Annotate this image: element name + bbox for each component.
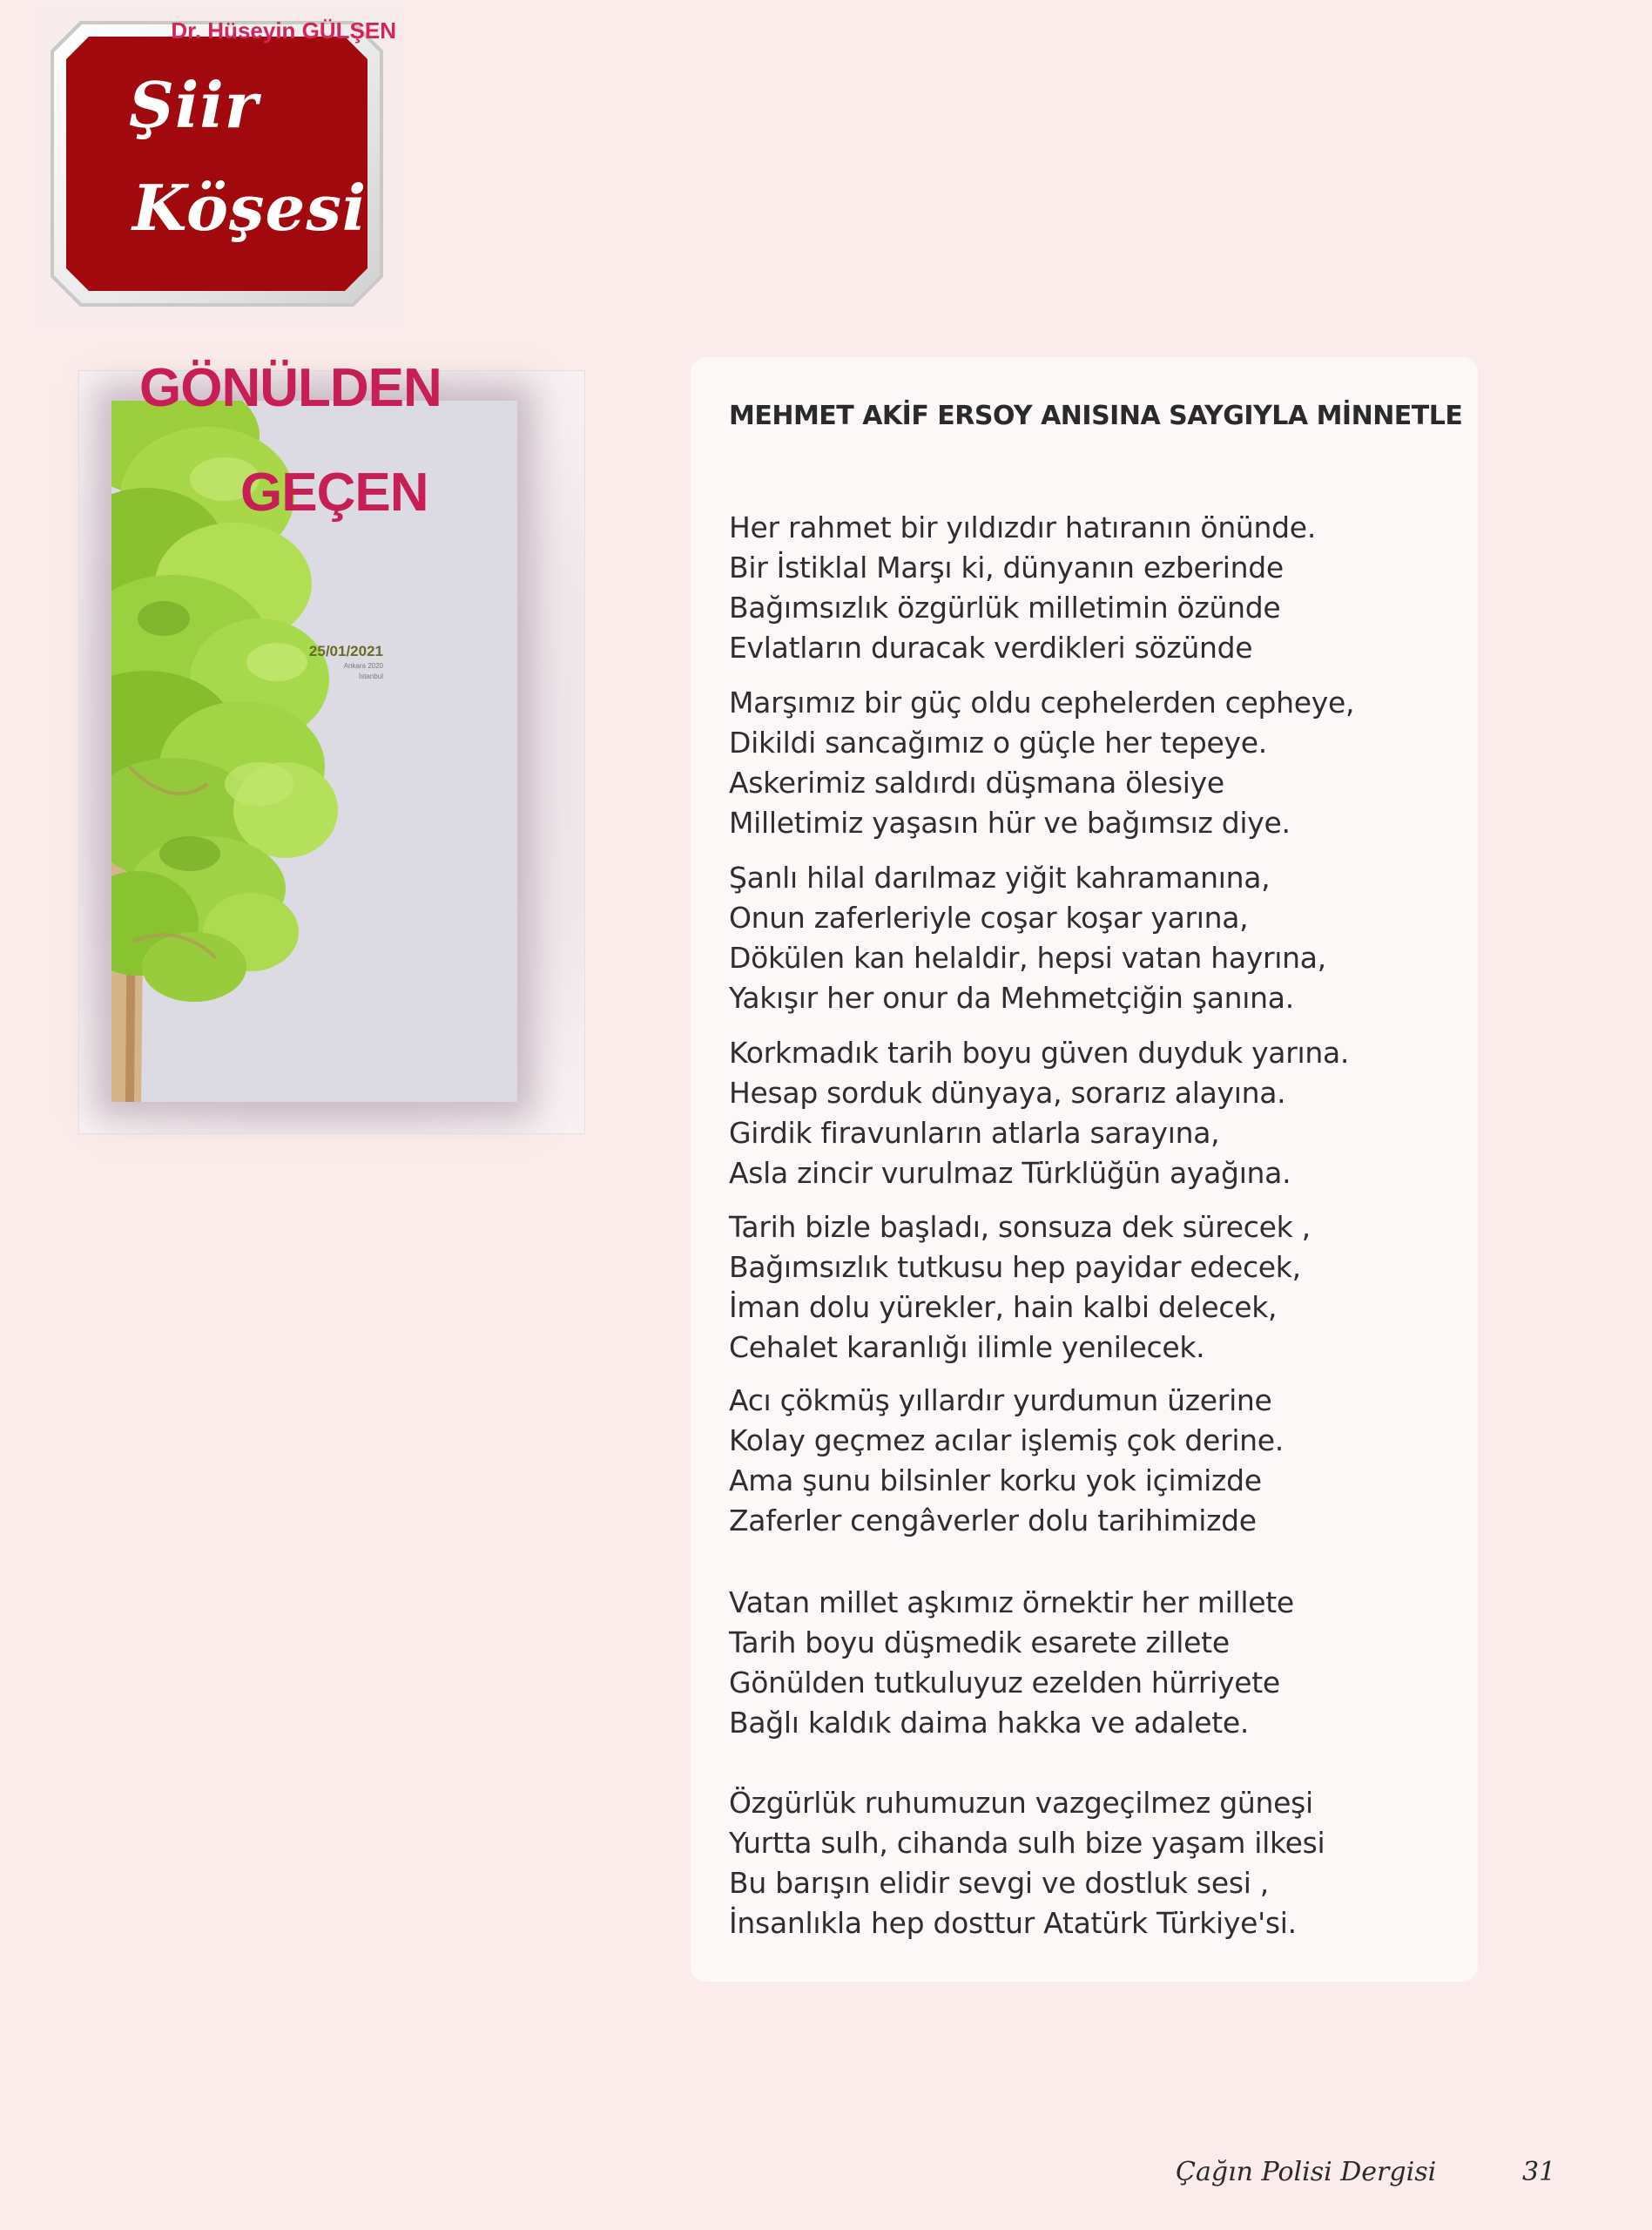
poem-line: Zaferler cengâverler dolu tarihimizde [729, 1504, 1257, 1537]
book-title-line2: GEÇEN [240, 463, 428, 523]
poem-line: Onun zaferleriyle coşar koşar yarına, [729, 901, 1249, 935]
poem-line: Dökülen kan helaldir, hepsi vatan hayrına, [729, 941, 1326, 975]
book-author: Dr. Hüseyin GÜLŞEN [171, 17, 396, 44]
poem-line: Kolay geçmez acılar işlemiş çok derine. [729, 1423, 1284, 1457]
poem-stanza-7 [729, 1583, 1294, 1743]
poem-line: Evlatların duracak verdikleri sözünde [729, 631, 1253, 665]
page-number: 31 [1522, 2157, 1556, 2187]
poem-stanza-4 [729, 1033, 1349, 1193]
poem-line: Korkmadık tarih boyu güven duyduk yarına. [729, 1036, 1350, 1070]
section-title-line2: Köşesi [132, 171, 367, 245]
poem-line: Bağlı kaldık daima hakka ve adalete. [729, 1706, 1250, 1740]
book-place-line2: İstanbul [358, 672, 383, 680]
poem-line: Özgürlük ruhumuzun vazgeçilmez güneşi [729, 1786, 1313, 1820]
poem-line: Gönülden tutkuluyuz ezelden hürriyete [729, 1666, 1280, 1700]
section-title-line1: Şiir [129, 68, 259, 142]
poem-line: Bağımsızlık tutkusu hep payidar edecek, [729, 1250, 1301, 1284]
poem-line: Bu barışın elidir sevgi ve dostluk sesi , [729, 1866, 1269, 1900]
poem-line: Yakışır her onur da Mehmetçiğin şanına. [729, 981, 1294, 1015]
poem-line: Hesap sorduk dünyaya, sorarız alayına. [729, 1076, 1286, 1110]
poem-line: Yurtta sulh, cihanda sulh bize yaşam ilkesi [729, 1826, 1325, 1860]
poem-line: Askerimiz saldırdı düşmana ölesiye [729, 766, 1224, 800]
poem-line: Ama şunu bilsinler korku yok içimizde [729, 1463, 1262, 1497]
poem-stanza-3 [729, 858, 1326, 1018]
poem-line: Asla zincir vurulmaz Türklüğün ayağına. [729, 1156, 1291, 1190]
poem-title: MEHMET AKİF ERSOY ANISINA SAYGIYLA MİNNETLE [729, 401, 1463, 431]
poem-line: Tarih bizle başladı, sonsuza dek sürecek , [729, 1210, 1311, 1244]
poem-line: Acı çökmüş yıllardır yurdumun üzerine [729, 1383, 1272, 1417]
poem-line: Dikildi sancağımız o güçle her tepeye. [729, 726, 1267, 760]
poem-stanza-8 [729, 1783, 1325, 1943]
poem-line: Her rahmet bir yıldızdır hatıranın önünde. [729, 510, 1317, 544]
poem-line: Bağımsızlık özgürlük milletimin özünde [729, 591, 1281, 625]
book-date: 25/01/2021 [308, 643, 383, 659]
poem-line: Vatan millet aşkımız örnektir her millete [729, 1585, 1294, 1619]
poem-line: Bir İstiklal Marşı ki, dünyanın ezberinde [729, 551, 1284, 585]
poem-line: Marşımız bir güç oldu cephelerden cepheye, [729, 686, 1355, 720]
poem-stanza-1 [729, 508, 1316, 668]
magazine-name: Çağın Polisi Dergisi [1176, 2157, 1437, 2187]
poem-line: Cehalet karanlığı ilimle yenilecek. [729, 1330, 1205, 1364]
poem-stanza-2 [729, 683, 1354, 843]
poem-line: İman dolu yürekler, hain kalbi delecek, [729, 1290, 1278, 1324]
book-title-line1: GÖNÜLDEN [139, 358, 442, 418]
poem-stanza-6 [729, 1381, 1284, 1541]
poem-line: Girdik firavunların atlarla sarayına, [729, 1116, 1220, 1150]
book-place-line1: Ankara 2020 [343, 662, 383, 670]
poem-stanza-5 [729, 1207, 1311, 1368]
poem-line: Milletimiz yaşasın hür ve bağımsız diye. [729, 806, 1291, 840]
poem-line: Tarih boyu düşmedik esarete zillete [729, 1625, 1230, 1659]
poem-line: Şanlı hilal darılmaz yiğit kahramanına, [729, 861, 1271, 895]
poem-line: İnsanlıkla hep dosttur Atatürk Türkiye'si. [729, 1906, 1297, 1940]
